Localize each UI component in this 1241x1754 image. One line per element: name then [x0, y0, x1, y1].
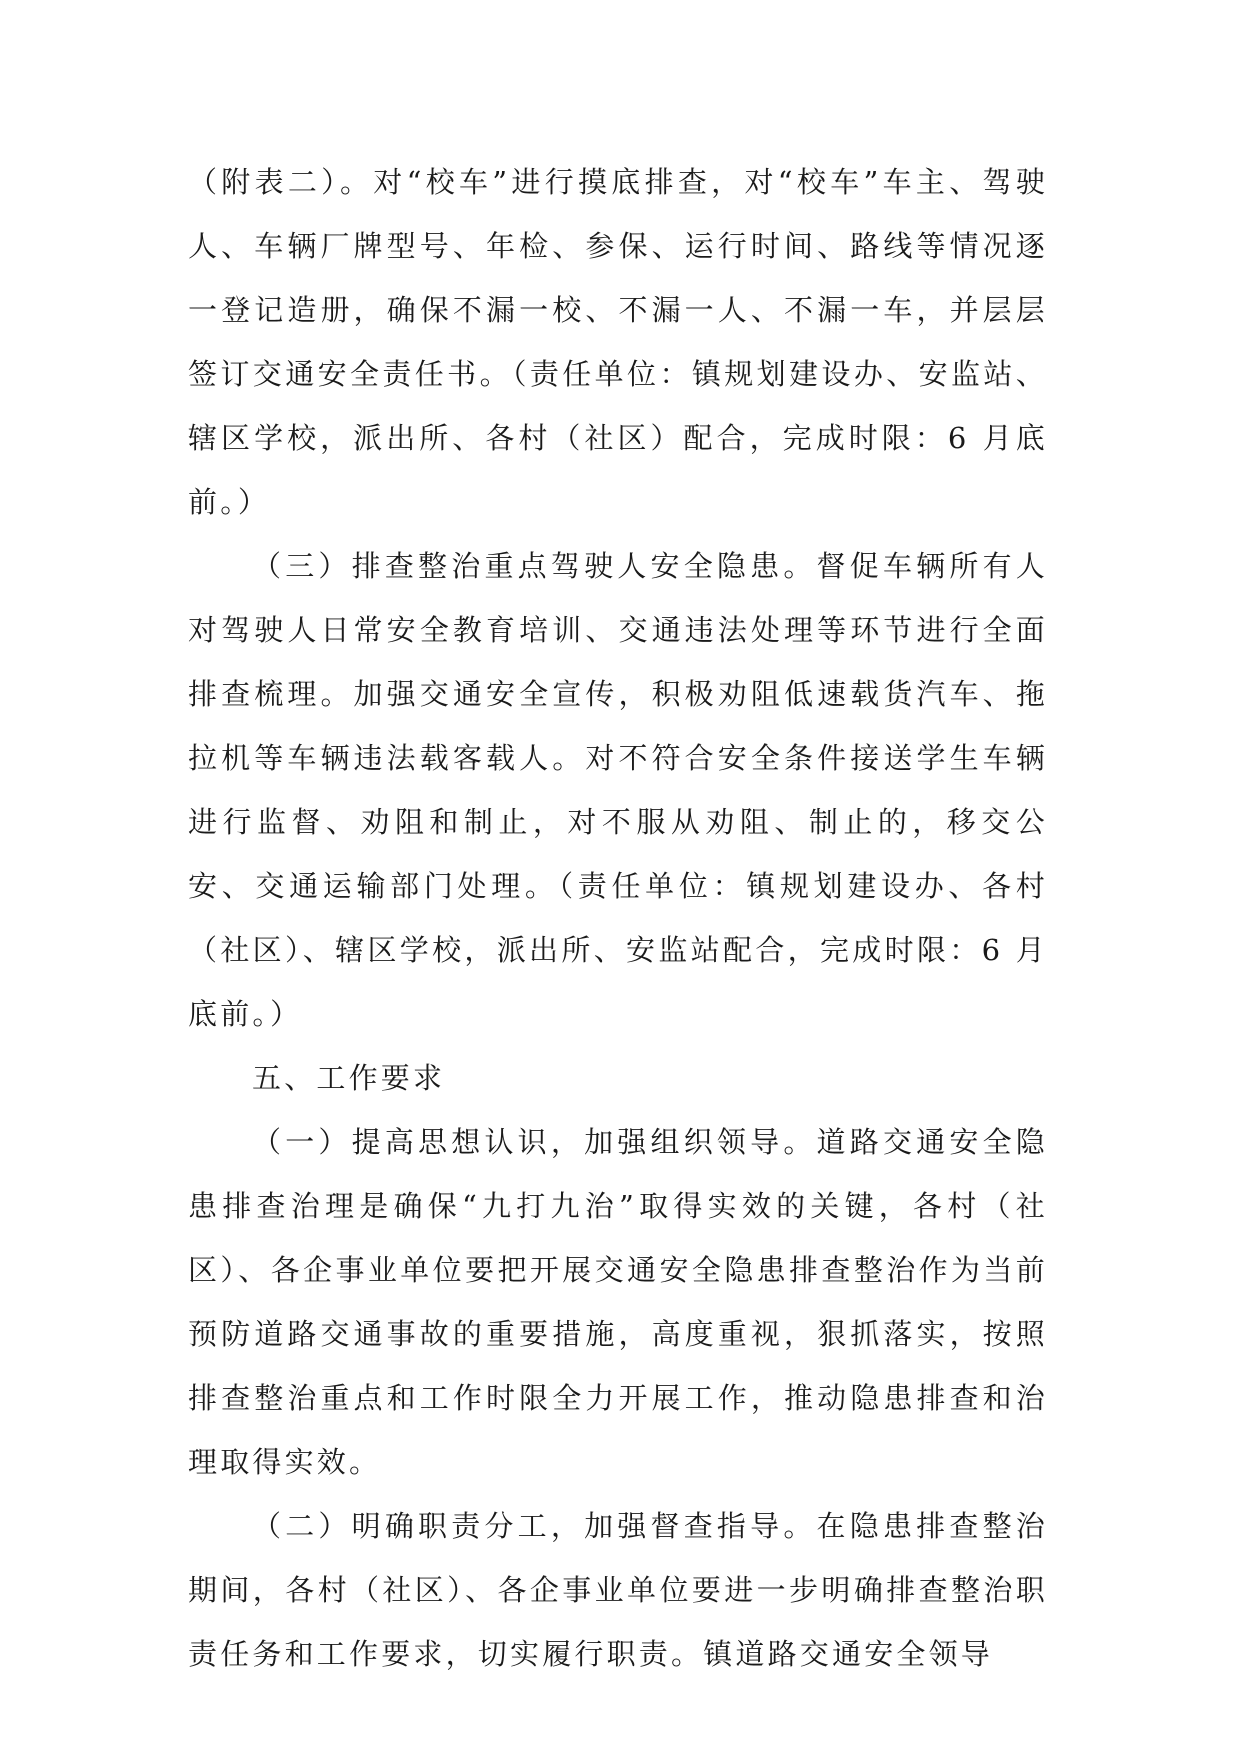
paragraph-raise-awareness: （一）提高思想认识，加强组织领导。道路交通安全隐患排查治理是确保“九打九治”取得实效的关键，各村（社区）、各企事业单位要把开展交通安全隐患排查整治作为当前预防道路交通事故的重要措施，高度重视，狠抓落实，按照排查整治重点和工作时限全力开展工作，推动隐患排查和治理取得实效。 — [188, 1125, 1048, 1479]
document-body — [188, 150, 1048, 1686]
paragraph-continuation: （附表二）。对“校车”进行摸底排查，对“校车”车主、驾驶人、车辆厂牌型号、年检、参保、运行时间、路线等情况逐一登记造册，确保不漏一校、不漏一人、不漏一车，并层层签订交通安全责任书。（责任单位：镇规划建设办、安监站、辖区学校，派出所、各村（社区）配合，完成时限：6 月底前。） — [188, 165, 1048, 519]
paragraph-driver-hazards: （三）排查整治重点驾驶人安全隐患。督促车辆所有人对驾驶人日常安全教育培训、交通违法处理等环节进行全面排查梳理。加强交通安全宣传，积极劝阻低速载货汽车、拖拉机等车辆违法载客载人。对不符合安全条件接送学生车辆进行监督、劝阻和制止，对不服从劝阻、制止的，移交公安、交通运输部门处理。（责任单位：镇规划建设办、各村（社区）、辖区学校，派出所、安监站配合，完成时限：6 月底前。） — [188, 549, 1048, 1031]
paragraph-clarify-duties: （二）明确职责分工，加强督查指导。在隐患排查整治期间，各村（社区）、各企事业单位要进一步明确排查整治职责任务和工作要求，切实履行职责。镇道路交通安全领导 — [188, 1509, 1048, 1671]
section-heading-work-requirements: 五、工作要求 — [252, 1061, 446, 1095]
